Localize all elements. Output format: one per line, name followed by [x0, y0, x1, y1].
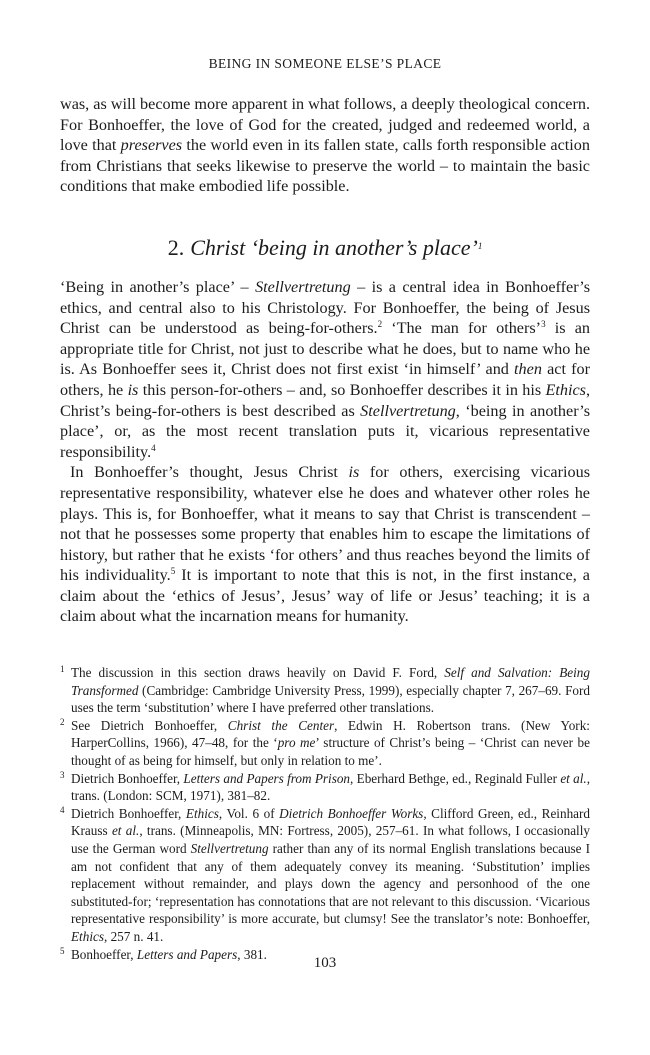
text-run: Dietrich Bonhoeffer,	[71, 805, 186, 821]
emphasis: Stellvertretung	[360, 401, 456, 420]
footnote-ref[interactable]: 5	[170, 566, 176, 577]
text-run: See Dietrich Bonhoeffer,	[71, 717, 228, 733]
emphasis: Self and Salvation: Being Transformed	[71, 665, 590, 698]
text-run: for others, exercising vicarious representative responsibility, whatever else he does and whatever other roles he plays. This is, for Bonhoeffer, what it means to say that Christ is transcendent – not that he possesses some property that enables him to escape the limitations of history, but rather that he exists ‘for others’ and thus reaches beyond the limits of his individuality.	[60, 463, 590, 585]
text-run: act for others, he	[60, 360, 590, 399]
emphasis: Christ the Center	[227, 717, 335, 733]
text-run: was, as will become more apparent in what follows, a deeply theological concern. For Bonhoeffer, the love of God for the created, judged and redeemed world, a love that	[60, 95, 590, 155]
text-run: this person-for-others – and, so Bonhoeffer describes it in his	[138, 380, 546, 399]
text-run: , 257 n. 41.	[103, 928, 164, 944]
text-run: , 381.	[237, 946, 267, 962]
emphasis: Letters and Papers from Prison	[183, 770, 351, 786]
emphasis: is	[348, 463, 360, 482]
footnote-ref[interactable]: 1	[477, 240, 483, 251]
text-run: , trans. (London: SCM, 1971), 381–82.	[71, 770, 590, 804]
text-run: ‘The man for others’	[382, 319, 542, 338]
emphasis: Stellvertretung	[255, 277, 351, 296]
emphasis: Ethics	[545, 380, 586, 399]
text-run: rather than any of its normal English translations because I am not confident that any of them adequately convey its meaning. ‘Substitution’ implies replacement without remainder, and plays down the agency and personhood of the one substituted-for; ‘representation has connotations that are not relevant to this discussion. ‘Vicarious representative responsibility’ is more accurate, but clumsy! See the translator’s note: Bonhoeffer,	[71, 840, 591, 927]
footnote-mark: 2	[60, 716, 65, 727]
text-run: ‘Being in another’s place’ –	[60, 277, 256, 296]
section-heading	[60, 235, 590, 261]
paragraph-3	[60, 462, 590, 627]
page-number: 103	[313, 955, 337, 971]
emphasis: preserves	[120, 136, 183, 155]
body-text	[60, 94, 590, 627]
running-head: BEING IN SOMEONE ELSE’S PLACE	[208, 56, 442, 71]
footnote-ref[interactable]: 2	[377, 319, 383, 330]
emphasis: is	[127, 380, 139, 399]
text-run: Bonhoeffer,	[71, 946, 137, 962]
emphasis: Dietrich Bonhoeffer Works	[279, 805, 424, 821]
text-run: Dietrich Bonhoeffer,	[71, 770, 184, 786]
footnote-mark: 3	[60, 769, 65, 780]
section-number: 2.	[167, 234, 185, 260]
emphasis: et al.	[560, 770, 587, 786]
text-run: , Edwin H. Robertson trans. (New York: HarperCollins, 1966), 47–48, for the ‘	[71, 717, 590, 751]
text-run: , Eberhard Bethge, ed., Reginald Fuller	[350, 770, 561, 786]
text-run: , ‘being in another’s place’, or, as the most recent translation puts it, vicarious representative responsibility.	[60, 401, 590, 461]
emphasis: Ethics	[71, 928, 104, 944]
footnote-mark: 5	[60, 945, 65, 956]
footnote-mark: 4	[60, 804, 65, 815]
footnote-3	[60, 770, 590, 805]
text-run: In Bonhoeffer’s thought, Jesus Christ	[70, 463, 349, 482]
text-run: , Vol. 6 of	[218, 805, 280, 821]
text-run: , Clifford Green, ed., Reinhard Krauss	[71, 805, 590, 839]
text-run: The discussion in this section draws heavily on David F. Ford,	[71, 665, 445, 680]
text-run: ’ structure of Christ’s being – ‘Christ can never be thought of as being for himself, but only in relation to me’.	[71, 735, 590, 768]
emphasis: pro me	[277, 735, 316, 751]
paragraph-1	[60, 94, 590, 197]
emphasis: then	[514, 360, 542, 379]
footnote-1	[60, 664, 590, 717]
footnote-ref[interactable]: 4	[151, 442, 156, 453]
text-run: , Christ’s being-for-others is best described as	[60, 380, 591, 420]
emphasis: et al.	[111, 823, 140, 839]
emphasis: Stellvertretung	[190, 840, 269, 856]
footnote-mark: 1	[60, 664, 65, 674]
footnote-4	[60, 805, 590, 946]
footnote-ref[interactable]: 3	[541, 319, 546, 330]
footnotes	[60, 664, 590, 963]
text-run: (Cambridge: Cambridge University Press, 1999), especially chapter 7, 267–69. Ford uses the term ‘substitution’ where I have preferred other translations.	[71, 682, 590, 716]
text-run: the world even in its fallen state, calls forth responsible action from Christians that seeks likewise to preserve the world – to maintain the basic conditions that make embodied life possible.	[60, 136, 590, 196]
text-run: It is important to note that this is not, in the first instance, a claim about the ‘ethics of Jesus’, Jesus’ way of life or Jesus’ teaching; it is a claim about what the incarnation means for humanity.	[60, 566, 590, 626]
emphasis: Letters and Papers	[136, 946, 238, 962]
text-run: – is a central idea in Bonhoeffer’s ethics, and central also to his Christology. For Bonhoeffer, the being of Jesus Christ can be understood as being-for-others.	[60, 277, 591, 338]
paragraph-2	[60, 277, 590, 462]
section-title-text: Christ ‘being in another’s place’	[190, 234, 478, 260]
footnote-2	[60, 717, 590, 770]
text-run: , trans. (Minneapolis, MN: Fortress, 2005), 257–61. In what follows, I occasionally use the German word	[71, 823, 590, 856]
text-run: is an appropriate title for Christ, not just to describe what he does, but to name who he is. As Bonhoeffer sees it, Christ does not first exist ‘in himself’ and	[60, 319, 591, 379]
emphasis: Ethics	[185, 805, 219, 821]
